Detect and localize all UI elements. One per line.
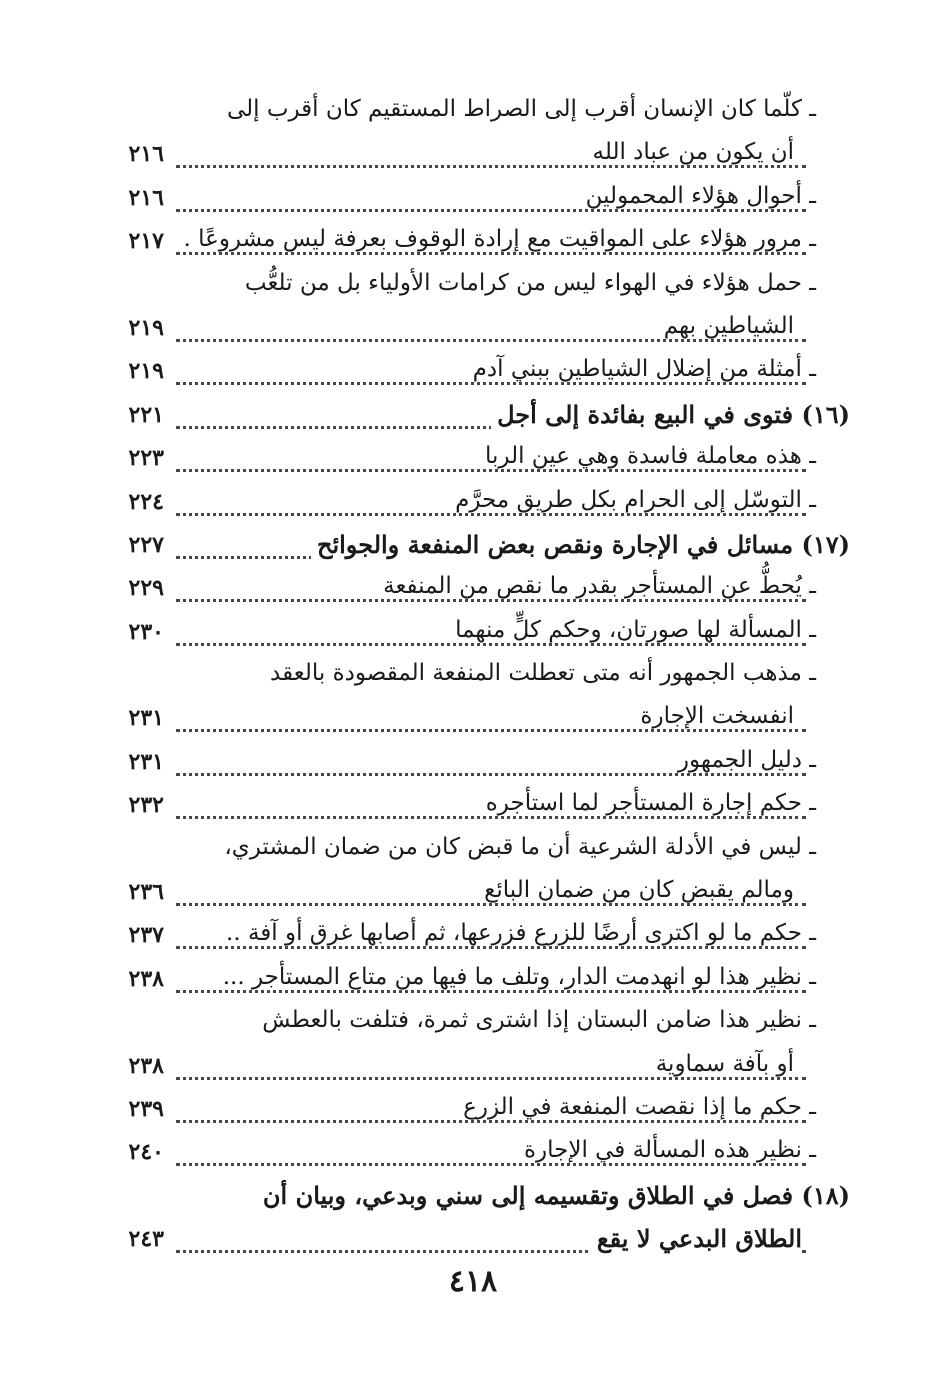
toc-entry-page: ٢٤٠ <box>128 1139 164 1166</box>
toc-entry-page: ٢١٩ <box>128 358 164 385</box>
toc-entry-page: ٢١٦ <box>128 141 164 168</box>
toc-entry <box>0 830 946 873</box>
toc-entry-title: ـ ليس في الأدلة الشرعية أن ما قبض كان من ضمان المشتري، <box>218 834 816 860</box>
toc-entry-title: أن يكون من عباد الله <box>587 139 795 165</box>
toc-entry-title: ـ مذهب الجمهور أنه متى تعطلت المنفعة المقصودة بالعقد <box>264 660 816 686</box>
toc-entry-page: ٢٢٧ <box>128 531 164 558</box>
table-of-contents <box>0 92 946 1264</box>
toc-entry-title: ـ أمثلة من إضلال الشياطين ببني آدم <box>467 356 816 382</box>
toc-entry-page: ٢٤٣ <box>128 1226 164 1253</box>
toc-entry <box>0 135 946 178</box>
toc-entry-page: ٢١٩ <box>128 314 164 341</box>
toc-entry-page: ٢٣٠ <box>128 618 164 645</box>
toc-entry <box>0 960 946 1003</box>
toc-entry-title: الطلاق البدعي لا يقع <box>591 1224 802 1253</box>
toc-entry-page: ٢٣١ <box>128 705 164 732</box>
toc-entry-title: ـ نظير هذا لو انهدمت الدار، وتلف ما فيها من متاع المستأجر ... <box>217 964 816 990</box>
toc-entry-title: ـ حكم إجارة المستأجر لما استأجره <box>480 790 816 816</box>
toc-entry <box>0 786 946 829</box>
toc-entry <box>0 179 946 222</box>
toc-entry <box>0 92 946 135</box>
toc-entry-title: ـ مرور هؤلاء على المواقيت مع إرادة الوقوف بعرفة ليس مشروعًا . <box>177 226 816 252</box>
toc-entry <box>0 439 946 482</box>
toc-entry-title: ـ حكم ما لو اكترى أرضًا للزرع فزرعها، ثم أصابها غرق أو آفة .. <box>220 920 816 946</box>
toc-entry-title: ـ أحوال هؤلاء المحمولين <box>580 183 816 209</box>
toc-entry-title: (١٦) فتوى في البيع بفائدة إلى أجل <box>491 400 850 429</box>
toc-entry-page: ٢٣٢ <box>128 792 164 819</box>
toc-entry <box>0 873 946 916</box>
toc-entry-title: ـ التوسّل إلى الحرام بكل طريق محرَّم <box>449 487 816 513</box>
toc-entry <box>0 526 946 569</box>
toc-entry <box>0 352 946 395</box>
toc-entry-title: ـ نظير هذه المسألة في الإجارة <box>518 1137 816 1163</box>
toc-entry <box>0 1133 946 1176</box>
toc-entry-page: ٢١٧ <box>128 228 164 255</box>
toc-entry <box>0 613 946 656</box>
toc-entry-title: ـ المسألة لها صورتان، وحكم كلٍّ منهما <box>449 617 816 643</box>
toc-entry-title: ـ دليل الجمهور <box>672 747 816 773</box>
toc-entry <box>0 1177 946 1220</box>
toc-entry <box>0 1220 946 1263</box>
toc-entry-title: الشياطين بهم <box>658 313 794 339</box>
toc-entry-title: (١٧) مسائل في الإجارة ونقص بعض المنفعة والجوائح <box>311 530 850 559</box>
toc-entry <box>0 1047 946 1090</box>
toc-entry-page: ٢٣٨ <box>128 1052 164 1079</box>
toc-entry-title: ومالم يقبض كان من ضمان البائع <box>478 877 794 903</box>
toc-entry-title: ـ حكم ما إذا نقصت المنفعة في الزرع <box>457 1094 816 1120</box>
toc-entry-title: ـ هذه معاملة فاسدة وهي عين الربا <box>479 443 816 469</box>
toc-entry-title: ـ يُحطُّ عن المستأجر بقدر ما نقص من المنفعة <box>377 573 816 599</box>
toc-entry <box>0 309 946 352</box>
toc-entry-title: انفسخت الإجارة <box>634 703 794 729</box>
toc-entry <box>0 699 946 742</box>
toc-entry-title: ـ حمل هؤلاء في الهواء ليس من كرامات الأولياء بل من تلعُّب <box>239 270 816 296</box>
toc-entry-page: ٢٢٤ <box>128 488 164 515</box>
toc-entry-title: (١٨) فصل في الطلاق وتقسيمه إلى سني وبدعي، وبيان أن <box>257 1181 850 1210</box>
toc-entry <box>0 1090 946 1133</box>
toc-entry <box>0 1003 946 1046</box>
toc-entry-page: ٢٣٨ <box>128 965 164 992</box>
toc-entry <box>0 396 946 439</box>
toc-entry-page: ٢٢٩ <box>128 575 164 602</box>
toc-entry-page: ٢٣٦ <box>128 879 164 906</box>
toc-entry <box>0 743 946 786</box>
toc-entry-page: ٢٣٩ <box>128 1095 164 1122</box>
toc-entry <box>0 483 946 526</box>
toc-entry <box>0 916 946 959</box>
toc-entry-title: ـ كلّما كان الإنسان أقرب إلى الصراط المستقيم كان أقرب إلى <box>221 96 816 122</box>
toc-entry-page: ٢٣١ <box>128 748 164 775</box>
toc-entry-page: ٢٣٧ <box>128 922 164 949</box>
toc-entry-title: ـ نظير هذا ضامن البستان إذا اشترى ثمرة، فتلفت بالعطش <box>256 1007 816 1033</box>
toc-entry <box>0 222 946 265</box>
toc-entry <box>0 656 946 699</box>
toc-entry <box>0 569 946 612</box>
toc-entry-page: ٢١٦ <box>128 184 164 211</box>
toc-entry <box>0 266 946 309</box>
toc-entry-title: أو بآفة سماوية <box>650 1051 794 1077</box>
toc-entry-page: ٢٢٣ <box>128 445 164 472</box>
page-number: ٤١٨ <box>448 1264 498 1299</box>
toc-entry-page: ٢٢١ <box>128 401 164 428</box>
